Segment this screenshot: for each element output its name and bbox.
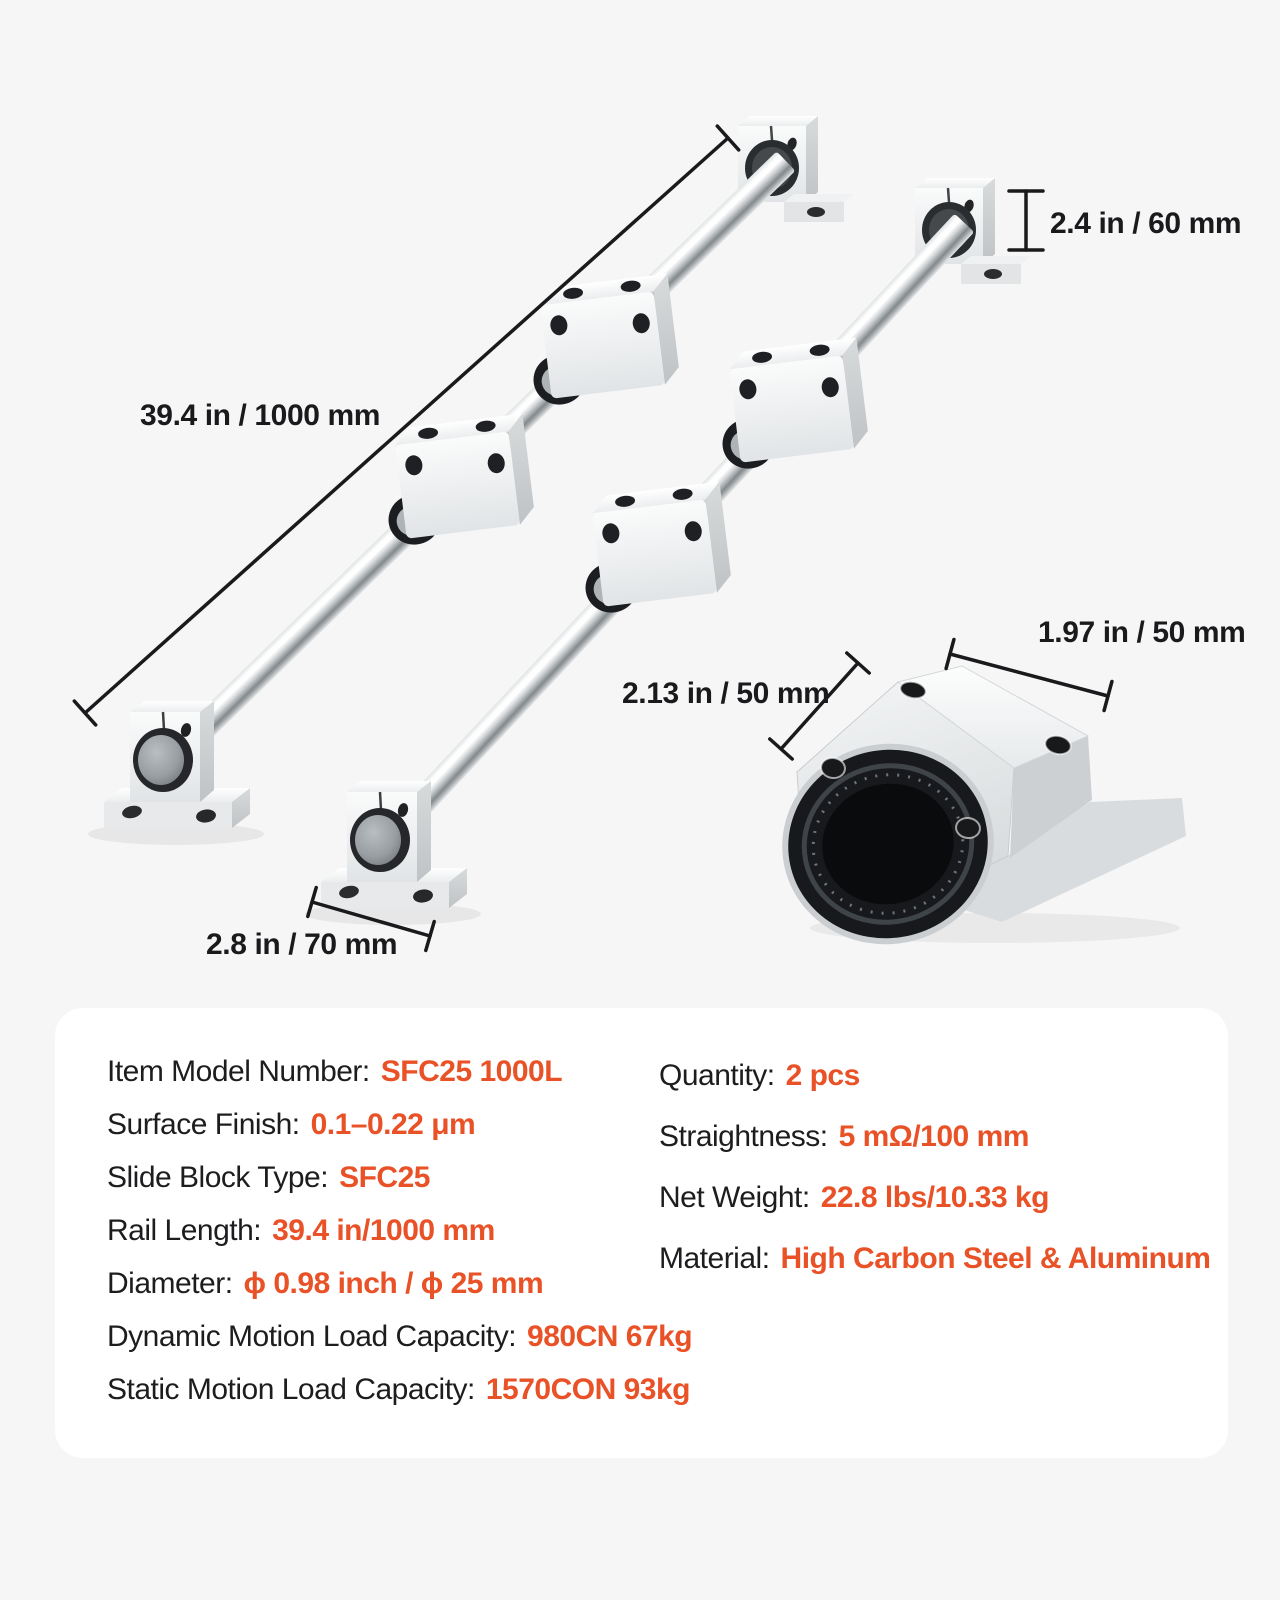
slide-block-rail1-b bbox=[377, 414, 536, 548]
spec-value: 22.8 lbs/10.33 kg bbox=[820, 1180, 1050, 1214]
spec-label: Straightness: bbox=[659, 1119, 828, 1153]
spec-value: 980CN 67kg bbox=[527, 1319, 693, 1353]
spec-row-slide-block-type bbox=[107, 1151, 692, 1204]
dim-label-support-height: 2.4 in / 60 mm bbox=[1050, 207, 1242, 240]
spec-row-static-load bbox=[107, 1363, 692, 1416]
spec-value: 2 pcs bbox=[785, 1058, 860, 1092]
spec-label: Item Model Number: bbox=[107, 1054, 370, 1088]
spec-row-rail-length bbox=[107, 1204, 692, 1257]
spec-row-straightness bbox=[659, 1106, 1210, 1167]
spec-row-diameter bbox=[107, 1257, 692, 1310]
spec-row-net-weight bbox=[659, 1167, 1210, 1228]
shaft-support-bottom-2 bbox=[305, 781, 481, 925]
slide-block-rail2-b bbox=[711, 338, 870, 472]
spec-value: 39.4 in/1000 mm bbox=[272, 1213, 495, 1247]
dim-line-support-height bbox=[1009, 191, 1043, 250]
spec-label: Static Motion Load Capacity: bbox=[107, 1372, 475, 1406]
spec-value: SFC25 1000L bbox=[380, 1054, 563, 1088]
slide-block-closeup bbox=[764, 666, 1186, 964]
spec-value: 5 mΩ/100 mm bbox=[838, 1119, 1029, 1153]
dim-label-block-top-width: 1.97 in / 50 mm bbox=[1038, 616, 1246, 649]
spec-row-dynamic-load bbox=[107, 1310, 692, 1363]
spec-value: 0.1–0.22 μm bbox=[310, 1107, 476, 1141]
spec-label: Dynamic Motion Load Capacity: bbox=[107, 1319, 517, 1353]
spec-label: Slide Block Type: bbox=[107, 1160, 329, 1194]
spec-panel bbox=[55, 1008, 1228, 1458]
spec-row-model bbox=[107, 1045, 692, 1098]
spec-label: Diameter: bbox=[107, 1266, 233, 1300]
spec-row-quantity bbox=[659, 1045, 1210, 1106]
slide-block-rail1-a bbox=[522, 274, 681, 408]
spec-column-right bbox=[659, 1045, 1210, 1289]
spec-label: Material: bbox=[659, 1241, 770, 1275]
spec-value: 1570CON 93kg bbox=[485, 1372, 690, 1406]
dim-label-support-base-width: 2.8 in / 70 mm bbox=[206, 928, 398, 961]
spec-label: Quantity: bbox=[659, 1058, 775, 1092]
spec-value: SFC25 bbox=[339, 1160, 430, 1194]
spec-value: ϕ 0.98 inch / ϕ 25 mm bbox=[243, 1266, 544, 1300]
spec-row-material bbox=[659, 1228, 1210, 1289]
spec-column-left bbox=[107, 1045, 692, 1416]
dim-label-rail-length: 39.4 in / 1000 mm bbox=[140, 399, 381, 432]
spec-row-surface-finish bbox=[107, 1098, 692, 1151]
slide-block-rail2-a bbox=[574, 482, 733, 616]
spec-label: Rail Length: bbox=[107, 1213, 262, 1247]
shaft-support-bottom-1 bbox=[88, 701, 264, 845]
dim-label-block-side-width: 2.13 in / 50 mm bbox=[622, 677, 830, 710]
spec-value: High Carbon Steel & Aluminum bbox=[780, 1241, 1211, 1275]
spec-label: Surface Finish: bbox=[107, 1107, 300, 1141]
spec-label: Net Weight: bbox=[659, 1180, 810, 1214]
